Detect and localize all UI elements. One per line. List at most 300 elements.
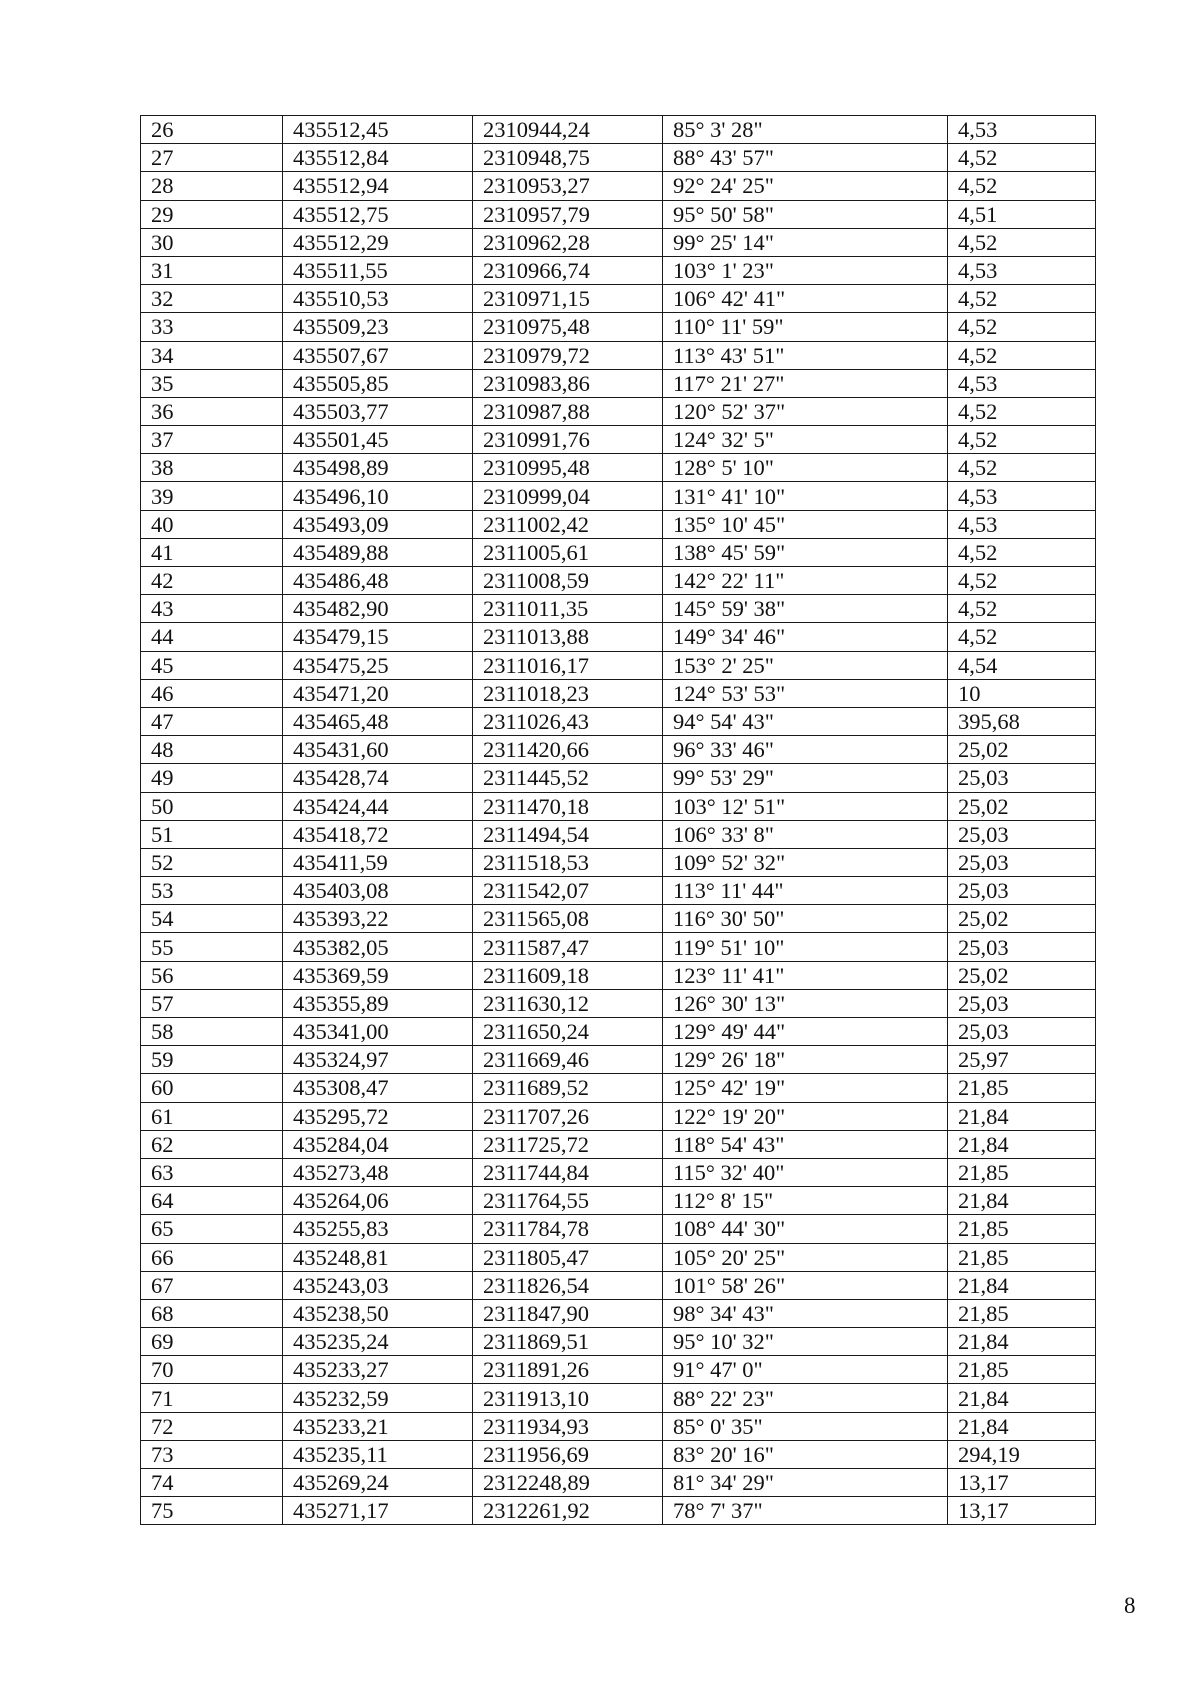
x-coordinate-cell: 435479,15 [283,623,473,651]
table-row [141,651,1096,679]
distance-cell: 21,84 [948,1187,1096,1215]
bearing-angle-cell: 115° 32' 40" [663,1158,948,1186]
distance-cell: 4,52 [948,426,1096,454]
bearing-angle-cell: 94° 54' 43" [663,707,948,735]
x-coordinate-cell: 435243,03 [283,1271,473,1299]
point-number-cell: 35 [141,369,283,397]
x-coordinate-cell: 435465,48 [283,707,473,735]
table-row [141,313,1096,341]
bearing-angle-cell: 95° 10' 32" [663,1328,948,1356]
coordinates-table-body [141,116,1096,1525]
point-number-cell: 26 [141,116,283,144]
table-row [141,877,1096,905]
y-coordinate-cell: 2311869,51 [473,1328,663,1356]
bearing-angle-cell: 129° 49' 44" [663,1018,948,1046]
distance-cell: 4,52 [948,454,1096,482]
distance-cell: 21,84 [948,1130,1096,1158]
table-row [141,1130,1096,1158]
bearing-angle-cell: 122° 19' 20" [663,1102,948,1130]
x-coordinate-cell: 435308,47 [283,1074,473,1102]
y-coordinate-cell: 2310957,79 [473,200,663,228]
point-number-cell: 58 [141,1018,283,1046]
distance-cell: 21,85 [948,1074,1096,1102]
x-coordinate-cell: 435493,09 [283,510,473,538]
bearing-angle-cell: 106° 33' 8" [663,820,948,848]
table-row [141,172,1096,200]
table-row [141,905,1096,933]
x-coordinate-cell: 435369,59 [283,961,473,989]
bearing-angle-cell: 78° 7' 37" [663,1497,948,1525]
table-row [141,1497,1096,1525]
x-coordinate-cell: 435512,94 [283,172,473,200]
table-row [141,595,1096,623]
point-number-cell: 53 [141,877,283,905]
table-row [141,397,1096,425]
table-row [141,285,1096,313]
point-number-cell: 44 [141,623,283,651]
distance-cell: 4,52 [948,144,1096,172]
y-coordinate-cell: 2311956,69 [473,1440,663,1468]
point-number-cell: 57 [141,989,283,1017]
table-row [141,764,1096,792]
y-coordinate-cell: 2310987,88 [473,397,663,425]
point-number-cell: 60 [141,1074,283,1102]
distance-cell: 4,51 [948,200,1096,228]
bearing-angle-cell: 142° 22' 11" [663,567,948,595]
x-coordinate-cell: 435503,77 [283,397,473,425]
y-coordinate-cell: 2311891,26 [473,1356,663,1384]
y-coordinate-cell: 2311016,17 [473,651,663,679]
bearing-angle-cell: 112° 8' 15" [663,1187,948,1215]
table-row [141,341,1096,369]
table-row [141,1412,1096,1440]
distance-cell: 4,54 [948,651,1096,679]
x-coordinate-cell: 435418,72 [283,820,473,848]
y-coordinate-cell: 2311470,18 [473,792,663,820]
distance-cell: 4,53 [948,482,1096,510]
distance-cell: 4,52 [948,172,1096,200]
x-coordinate-cell: 435341,00 [283,1018,473,1046]
table-row [141,200,1096,228]
distance-cell: 25,03 [948,877,1096,905]
point-number-cell: 38 [141,454,283,482]
point-number-cell: 42 [141,567,283,595]
point-number-cell: 45 [141,651,283,679]
bearing-angle-cell: 103° 1' 23" [663,256,948,284]
table-row [141,1187,1096,1215]
y-coordinate-cell: 2311445,52 [473,764,663,792]
bearing-angle-cell: 83° 20' 16" [663,1440,948,1468]
y-coordinate-cell: 2311913,10 [473,1384,663,1412]
point-number-cell: 50 [141,792,283,820]
table-row [141,1469,1096,1497]
y-coordinate-cell: 2310979,72 [473,341,663,369]
table-row [141,961,1096,989]
table-row [141,256,1096,284]
bearing-angle-cell: 116° 30' 50" [663,905,948,933]
bearing-angle-cell: 106° 42' 41" [663,285,948,313]
y-coordinate-cell: 2311013,88 [473,623,663,651]
distance-cell: 4,52 [948,595,1096,623]
distance-cell: 25,02 [948,736,1096,764]
distance-cell: 25,03 [948,820,1096,848]
bearing-angle-cell: 119° 51' 10" [663,933,948,961]
y-coordinate-cell: 2311650,24 [473,1018,663,1046]
bearing-angle-cell: 131° 41' 10" [663,482,948,510]
table-row [141,1046,1096,1074]
point-number-cell: 69 [141,1328,283,1356]
y-coordinate-cell: 2311026,43 [473,707,663,735]
point-number-cell: 37 [141,426,283,454]
bearing-angle-cell: 109° 52' 32" [663,848,948,876]
y-coordinate-cell: 2311826,54 [473,1271,663,1299]
distance-cell: 21,84 [948,1412,1096,1440]
x-coordinate-cell: 435486,48 [283,567,473,595]
point-number-cell: 48 [141,736,283,764]
y-coordinate-cell: 2311725,72 [473,1130,663,1158]
point-number-cell: 61 [141,1102,283,1130]
bearing-angle-cell: 98° 34' 43" [663,1299,948,1327]
x-coordinate-cell: 435264,06 [283,1187,473,1215]
y-coordinate-cell: 2310944,24 [473,116,663,144]
point-number-cell: 55 [141,933,283,961]
y-coordinate-cell: 2310995,48 [473,454,663,482]
bearing-angle-cell: 108° 44' 30" [663,1215,948,1243]
distance-cell: 4,52 [948,567,1096,595]
y-coordinate-cell: 2311669,46 [473,1046,663,1074]
y-coordinate-cell: 2310971,15 [473,285,663,313]
bearing-angle-cell: 118° 54' 43" [663,1130,948,1158]
point-number-cell: 73 [141,1440,283,1468]
point-number-cell: 52 [141,848,283,876]
y-coordinate-cell: 2311847,90 [473,1299,663,1327]
y-coordinate-cell: 2311542,07 [473,877,663,905]
y-coordinate-cell: 2310966,74 [473,256,663,284]
y-coordinate-cell: 2311494,54 [473,820,663,848]
y-coordinate-cell: 2311744,84 [473,1158,663,1186]
table-row [141,228,1096,256]
y-coordinate-cell: 2310948,75 [473,144,663,172]
table-row [141,736,1096,764]
y-coordinate-cell: 2311565,08 [473,905,663,933]
y-coordinate-cell: 2311002,42 [473,510,663,538]
x-coordinate-cell: 435471,20 [283,679,473,707]
table-row [141,1018,1096,1046]
bearing-angle-cell: 103° 12' 51" [663,792,948,820]
x-coordinate-cell: 435324,97 [283,1046,473,1074]
page-number: 8 [1124,1593,1136,1618]
distance-cell: 21,84 [948,1271,1096,1299]
x-coordinate-cell: 435255,83 [283,1215,473,1243]
x-coordinate-cell: 435295,72 [283,1102,473,1130]
distance-cell: 21,85 [948,1158,1096,1186]
bearing-angle-cell: 113° 43' 51" [663,341,948,369]
point-number-cell: 71 [141,1384,283,1412]
x-coordinate-cell: 435512,29 [283,228,473,256]
bearing-angle-cell: 120° 52' 37" [663,397,948,425]
distance-cell: 4,53 [948,256,1096,284]
x-coordinate-cell: 435431,60 [283,736,473,764]
point-number-cell: 75 [141,1497,283,1525]
distance-cell: 25,03 [948,764,1096,792]
point-number-cell: 39 [141,482,283,510]
x-coordinate-cell: 435428,74 [283,764,473,792]
table-row [141,1215,1096,1243]
table-row [141,1384,1096,1412]
x-coordinate-cell: 435248,81 [283,1243,473,1271]
bearing-angle-cell: 135° 10' 45" [663,510,948,538]
point-number-cell: 46 [141,679,283,707]
y-coordinate-cell: 2311689,52 [473,1074,663,1102]
table-row [141,1356,1096,1384]
distance-cell: 21,84 [948,1102,1096,1130]
point-number-cell: 59 [141,1046,283,1074]
bearing-angle-cell: 124° 53' 53" [663,679,948,707]
point-number-cell: 33 [141,313,283,341]
table-row [141,369,1096,397]
point-number-cell: 54 [141,905,283,933]
table-row [141,820,1096,848]
x-coordinate-cell: 435475,25 [283,651,473,679]
y-coordinate-cell: 2310962,28 [473,228,663,256]
table-row [141,1243,1096,1271]
bearing-angle-cell: 85° 0' 35" [663,1412,948,1440]
bearing-angle-cell: 145° 59' 38" [663,595,948,623]
distance-cell: 4,52 [948,397,1096,425]
x-coordinate-cell: 435403,08 [283,877,473,905]
y-coordinate-cell: 2311018,23 [473,679,663,707]
x-coordinate-cell: 435382,05 [283,933,473,961]
distance-cell: 4,52 [948,341,1096,369]
y-coordinate-cell: 2311008,59 [473,567,663,595]
x-coordinate-cell: 435501,45 [283,426,473,454]
table-row [141,426,1096,454]
x-coordinate-cell: 435393,22 [283,905,473,933]
bearing-angle-cell: 99° 25' 14" [663,228,948,256]
x-coordinate-cell: 435510,53 [283,285,473,313]
point-number-cell: 30 [141,228,283,256]
point-number-cell: 68 [141,1299,283,1327]
distance-cell: 294,19 [948,1440,1096,1468]
distance-cell: 25,02 [948,961,1096,989]
x-coordinate-cell: 435233,21 [283,1412,473,1440]
bearing-angle-cell: 101° 58' 26" [663,1271,948,1299]
x-coordinate-cell: 435424,44 [283,792,473,820]
table-row [141,679,1096,707]
table-row [141,482,1096,510]
bearing-angle-cell: 138° 45' 59" [663,538,948,566]
distance-cell: 21,85 [948,1215,1096,1243]
x-coordinate-cell: 435235,24 [283,1328,473,1356]
bearing-angle-cell: 91° 47' 0" [663,1356,948,1384]
y-coordinate-cell: 2311630,12 [473,989,663,1017]
bearing-angle-cell: 92° 24' 25" [663,172,948,200]
point-number-cell: 43 [141,595,283,623]
table-row [141,707,1096,735]
point-number-cell: 41 [141,538,283,566]
point-number-cell: 36 [141,397,283,425]
point-number-cell: 66 [141,1243,283,1271]
distance-cell: 4,52 [948,313,1096,341]
bearing-angle-cell: 85° 3' 28" [663,116,948,144]
y-coordinate-cell: 2310999,04 [473,482,663,510]
distance-cell: 4,53 [948,510,1096,538]
table-row [141,1299,1096,1327]
x-coordinate-cell: 435496,10 [283,482,473,510]
point-number-cell: 27 [141,144,283,172]
x-coordinate-cell: 435512,84 [283,144,473,172]
point-number-cell: 31 [141,256,283,284]
bearing-angle-cell: 81° 34' 29" [663,1469,948,1497]
table-row [141,538,1096,566]
distance-cell: 395,68 [948,707,1096,735]
point-number-cell: 29 [141,200,283,228]
table-row [141,1440,1096,1468]
table-row [141,1074,1096,1102]
x-coordinate-cell: 435512,45 [283,116,473,144]
distance-cell: 13,17 [948,1469,1096,1497]
table-row [141,1328,1096,1356]
table-row [141,792,1096,820]
y-coordinate-cell: 2311934,93 [473,1412,663,1440]
table-row [141,1102,1096,1130]
x-coordinate-cell: 435233,27 [283,1356,473,1384]
distance-cell: 21,85 [948,1299,1096,1327]
x-coordinate-cell: 435271,17 [283,1497,473,1525]
bearing-angle-cell: 129° 26' 18" [663,1046,948,1074]
x-coordinate-cell: 435238,50 [283,1299,473,1327]
distance-cell: 25,03 [948,848,1096,876]
distance-cell: 25,97 [948,1046,1096,1074]
y-coordinate-cell: 2310953,27 [473,172,663,200]
y-coordinate-cell: 2310975,48 [473,313,663,341]
table-row [141,848,1096,876]
bearing-angle-cell: 113° 11' 44" [663,877,948,905]
x-coordinate-cell: 435509,23 [283,313,473,341]
table-row [141,510,1096,538]
x-coordinate-cell: 435273,48 [283,1158,473,1186]
distance-cell: 21,85 [948,1243,1096,1271]
x-coordinate-cell: 435411,59 [283,848,473,876]
table-row [141,1158,1096,1186]
y-coordinate-cell: 2310983,86 [473,369,663,397]
y-coordinate-cell: 2311805,47 [473,1243,663,1271]
point-number-cell: 40 [141,510,283,538]
distance-cell: 25,03 [948,1018,1096,1046]
distance-cell: 25,03 [948,989,1096,1017]
point-number-cell: 56 [141,961,283,989]
point-number-cell: 47 [141,707,283,735]
point-number-cell: 70 [141,1356,283,1384]
distance-cell: 4,53 [948,116,1096,144]
bearing-angle-cell: 88° 22' 23" [663,1384,948,1412]
bearing-angle-cell: 153° 2' 25" [663,651,948,679]
distance-cell: 13,17 [948,1497,1096,1525]
point-number-cell: 49 [141,764,283,792]
point-number-cell: 74 [141,1469,283,1497]
x-coordinate-cell: 435505,85 [283,369,473,397]
distance-cell: 4,52 [948,623,1096,651]
bearing-angle-cell: 105° 20' 25" [663,1243,948,1271]
x-coordinate-cell: 435498,89 [283,454,473,482]
bearing-angle-cell: 99° 53' 29" [663,764,948,792]
distance-cell: 4,52 [948,228,1096,256]
x-coordinate-cell: 435482,90 [283,595,473,623]
bearing-angle-cell: 149° 34' 46" [663,623,948,651]
table-row [141,989,1096,1017]
y-coordinate-cell: 2311609,18 [473,961,663,989]
x-coordinate-cell: 435232,59 [283,1384,473,1412]
bearing-angle-cell: 96° 33' 46" [663,736,948,764]
table-row [141,144,1096,172]
x-coordinate-cell: 435235,11 [283,1440,473,1468]
x-coordinate-cell: 435489,88 [283,538,473,566]
point-number-cell: 32 [141,285,283,313]
y-coordinate-cell: 2311005,61 [473,538,663,566]
table-row [141,454,1096,482]
y-coordinate-cell: 2311420,66 [473,736,663,764]
x-coordinate-cell: 435269,24 [283,1469,473,1497]
table-row [141,116,1096,144]
y-coordinate-cell: 2311518,53 [473,848,663,876]
y-coordinate-cell: 2311707,26 [473,1102,663,1130]
distance-cell: 10 [948,679,1096,707]
bearing-angle-cell: 124° 32' 5" [663,426,948,454]
distance-cell: 21,84 [948,1328,1096,1356]
x-coordinate-cell: 435355,89 [283,989,473,1017]
point-number-cell: 64 [141,1187,283,1215]
distance-cell: 4,52 [948,538,1096,566]
distance-cell: 25,02 [948,905,1096,933]
table-row [141,567,1096,595]
bearing-angle-cell: 110° 11' 59" [663,313,948,341]
distance-cell: 4,52 [948,285,1096,313]
x-coordinate-cell: 435511,55 [283,256,473,284]
y-coordinate-cell: 2311011,35 [473,595,663,623]
point-number-cell: 28 [141,172,283,200]
distance-cell: 25,03 [948,933,1096,961]
point-number-cell: 67 [141,1271,283,1299]
distance-cell: 4,53 [948,369,1096,397]
point-number-cell: 65 [141,1215,283,1243]
x-coordinate-cell: 435512,75 [283,200,473,228]
table-row [141,1271,1096,1299]
point-number-cell: 62 [141,1130,283,1158]
x-coordinate-cell: 435507,67 [283,341,473,369]
bearing-angle-cell: 117° 21' 27" [663,369,948,397]
y-coordinate-cell: 2310991,76 [473,426,663,454]
y-coordinate-cell: 2312261,92 [473,1497,663,1525]
point-number-cell: 51 [141,820,283,848]
distance-cell: 21,84 [948,1384,1096,1412]
distance-cell: 25,02 [948,792,1096,820]
bearing-angle-cell: 88° 43' 57" [663,144,948,172]
point-number-cell: 34 [141,341,283,369]
y-coordinate-cell: 2311587,47 [473,933,663,961]
bearing-angle-cell: 128° 5' 10" [663,454,948,482]
distance-cell: 21,85 [948,1356,1096,1384]
bearing-angle-cell: 126° 30' 13" [663,989,948,1017]
bearing-angle-cell: 123° 11' 41" [663,961,948,989]
y-coordinate-cell: 2311784,78 [473,1215,663,1243]
y-coordinate-cell: 2312248,89 [473,1469,663,1497]
table-row [141,933,1096,961]
y-coordinate-cell: 2311764,55 [473,1187,663,1215]
point-number-cell: 72 [141,1412,283,1440]
bearing-angle-cell: 125° 42' 19" [663,1074,948,1102]
bearing-angle-cell: 95° 50' 58" [663,200,948,228]
x-coordinate-cell: 435284,04 [283,1130,473,1158]
